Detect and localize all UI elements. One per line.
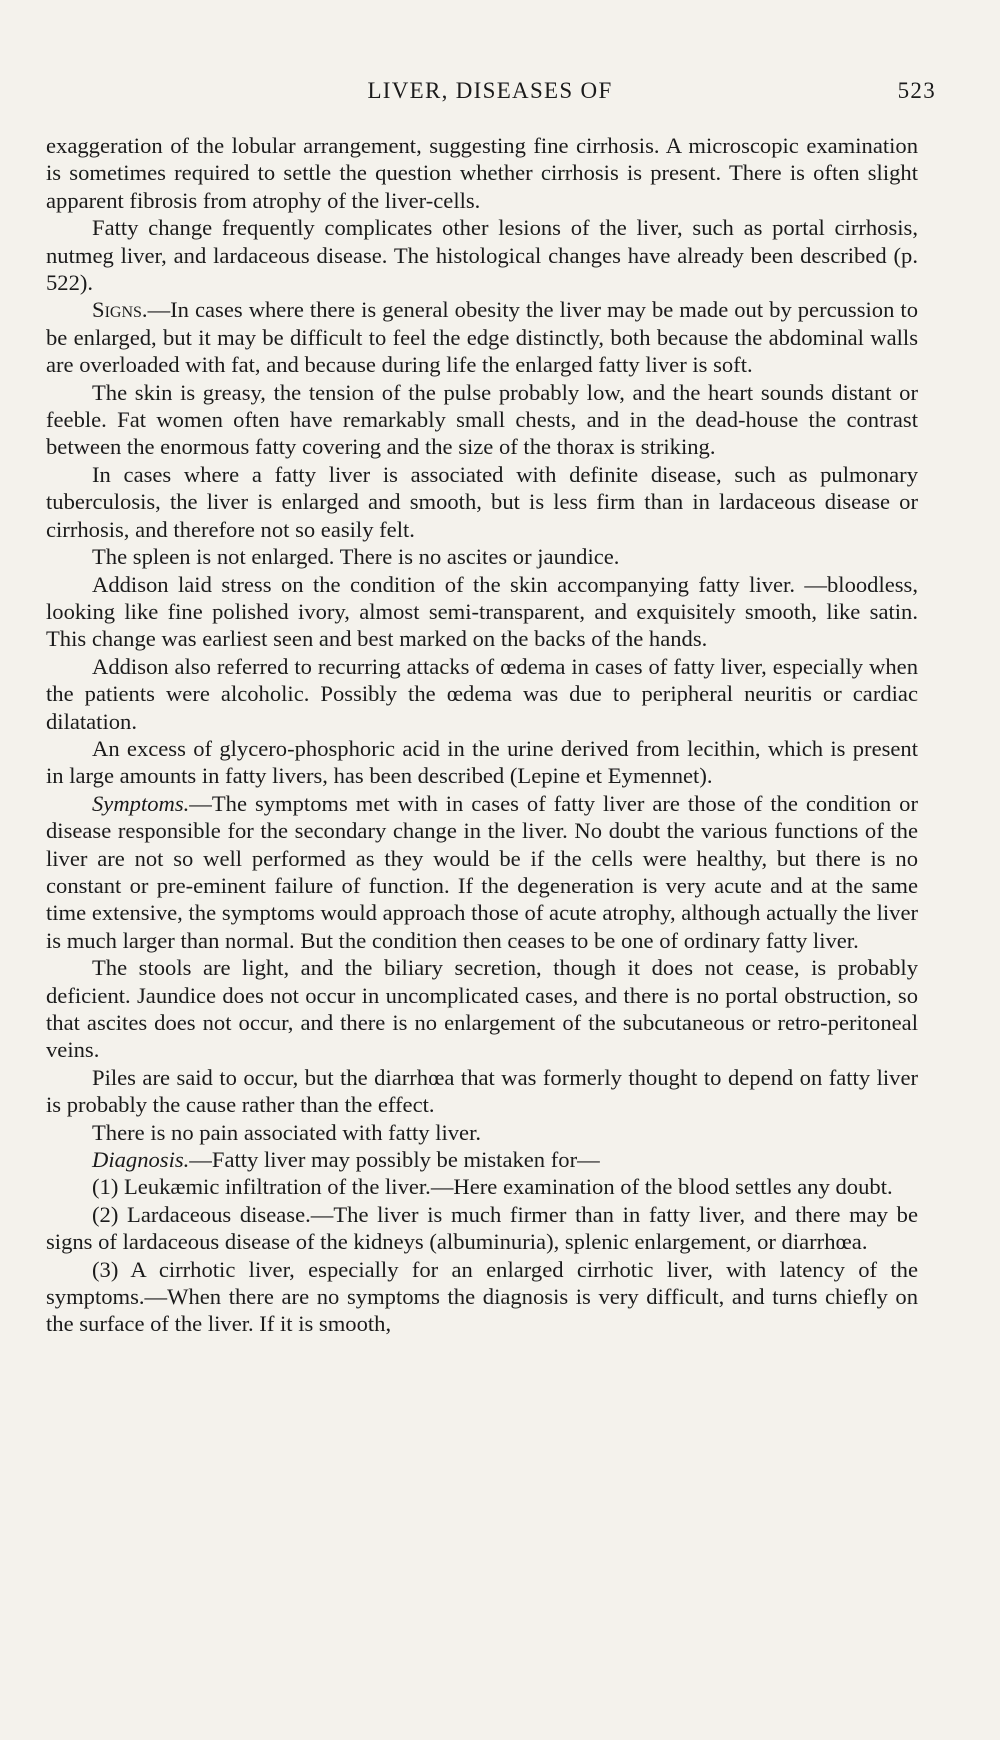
list-item: [46, 1201, 918, 1256]
paragraph-text: There is no pain associated with fatty liver.: [92, 1119, 482, 1145]
paragraph: [46, 954, 918, 1064]
paragraph-diagnosis: [46, 1146, 918, 1173]
page-number: 523: [897, 78, 936, 103]
paragraph: [46, 735, 918, 790]
section-lead-signs: Signs.: [92, 297, 148, 323]
section-lead-symptoms: Symptoms.: [92, 790, 190, 816]
paragraph: [46, 1064, 918, 1119]
body-text: [46, 132, 918, 1338]
paragraph-text: The skin is greasy, the tension of the pulse probably low, and the heart sounds distant or feeble. Fat women often have remarkably small chests, and in the dead-house the contrast between the enormous fatty covering and the size of the thorax is striking.: [46, 379, 918, 460]
paragraph-text: exaggeration of the lobular arrangement, suggesting fine cirrhosis. A microscopic examination is sometimes required to settle the question whether cirrhosis is present. There is often slight apparent fibrosis from atrophy of the liver-cells.: [46, 133, 918, 213]
paragraph: [46, 653, 918, 735]
paragraph-symptoms: [46, 790, 918, 954]
running-head: [44, 78, 936, 112]
paragraph-text: The stools are light, and the biliary secretion, though it does not cease, is probably deficient. Jaundice does not occur in uncomplicated cases, and there is no portal obstruction, so that ascites does not occur, and there is no enlargement of the subcutaneous or retro-peritoneal veins.: [46, 955, 918, 1063]
paragraph-text: Fatty change frequently complicates other lesions of the liver, such as portal cirrhosis, nutmeg liver, and lardaceous disease. The histological changes have already been described (p. 522).: [46, 215, 918, 296]
paragraph-continued: [46, 132, 918, 214]
paragraph: [46, 379, 918, 461]
paragraph-text: (1) Leukæmic infiltration of the liver.—Here examination of the blood settles any doubt.: [92, 1174, 893, 1200]
paragraph: [46, 1119, 918, 1146]
paragraph-text: An excess of glycero-phosphoric acid in the urine derived from lecithin, which is present in large amounts in fatty livers, has been described (Lepine et Eymennet).: [46, 735, 918, 789]
paragraph-signs: [46, 296, 918, 378]
section-lead-diagnosis: Diagnosis.: [92, 1147, 190, 1173]
paragraph-text: —In cases where there is general obesity the liver may be made out by percussion to be enlarged, but it may be difficult to feel the edge distinctly, both because the abdominal walls are overloaded with fat, and because during life the enlarged fatty liver is soft.: [46, 297, 918, 378]
paragraph-text: —Fatty liver may possibly be mistaken for—: [189, 1147, 600, 1173]
paragraph-text: In cases where a fatty liver is associated with definite disease, such as pulmonary tuberculosis, the liver is enlarged and smooth, but is less firm than in lardaceous disease or cirrhosis, and therefore not so easily felt.: [46, 461, 918, 542]
paragraph: [46, 461, 918, 543]
list-item: [46, 1173, 918, 1200]
paragraph-text: Addison laid stress on the condition of the skin accompanying fatty liver. —bloodless, looking like fine polished ivory, almost semi-transparent, and exquisitely smooth, like satin. This change was earliest seen and best marked on the backs of the hands.: [46, 571, 918, 652]
paragraph-text: The spleen is not enlarged. There is no ascites or jaundice.: [92, 544, 620, 570]
paragraph-text: (2) Lardaceous disease.—The liver is much firmer than in fatty liver, and there may be signs of lardaceous disease of the kidneys (albuminuria), splenic enlargement, or diarrhœa.: [46, 1201, 918, 1255]
list-item: [46, 1256, 918, 1338]
paragraph-text: —The symptoms met with in cases of fatty liver are those of the condition or disease responsible for the secondary change in the liver. No doubt the various functions of the liver are not so well performed as they would be if the cells were healthy, but there is no constant or pre-eminent failure of function. If the degeneration is very acute and at the same time extensive, the symptoms would approach those of acute atrophy, although actually the liver is much larger than normal. But the condition then ceases to be one of ordinary fatty liver.: [46, 790, 918, 953]
paragraph-text: Addison also referred to recurring attacks of œdema in cases of fatty liver, especially when the patients were alcoholic. Possibly the œdema was due to peripheral neuritis or cardiac dilatation.: [46, 653, 918, 734]
paragraph: [46, 214, 918, 296]
running-title: LIVER, DISEASES OF: [367, 78, 613, 103]
paragraph: [46, 571, 918, 653]
paragraph-text: (3) A cirrhotic liver, especially for an enlarged cirrhotic liver, with latency of the symptoms.—When there are no symptoms the diagnosis is very difficult, and turns chiefly on the surface of the liver. If it is smooth,: [46, 1256, 918, 1337]
paragraph: [46, 543, 918, 570]
paragraph-text: Piles are said to occur, but the diarrhœa that was formerly thought to depend on fatty liver is probably the cause rather than the effect.: [46, 1064, 918, 1118]
